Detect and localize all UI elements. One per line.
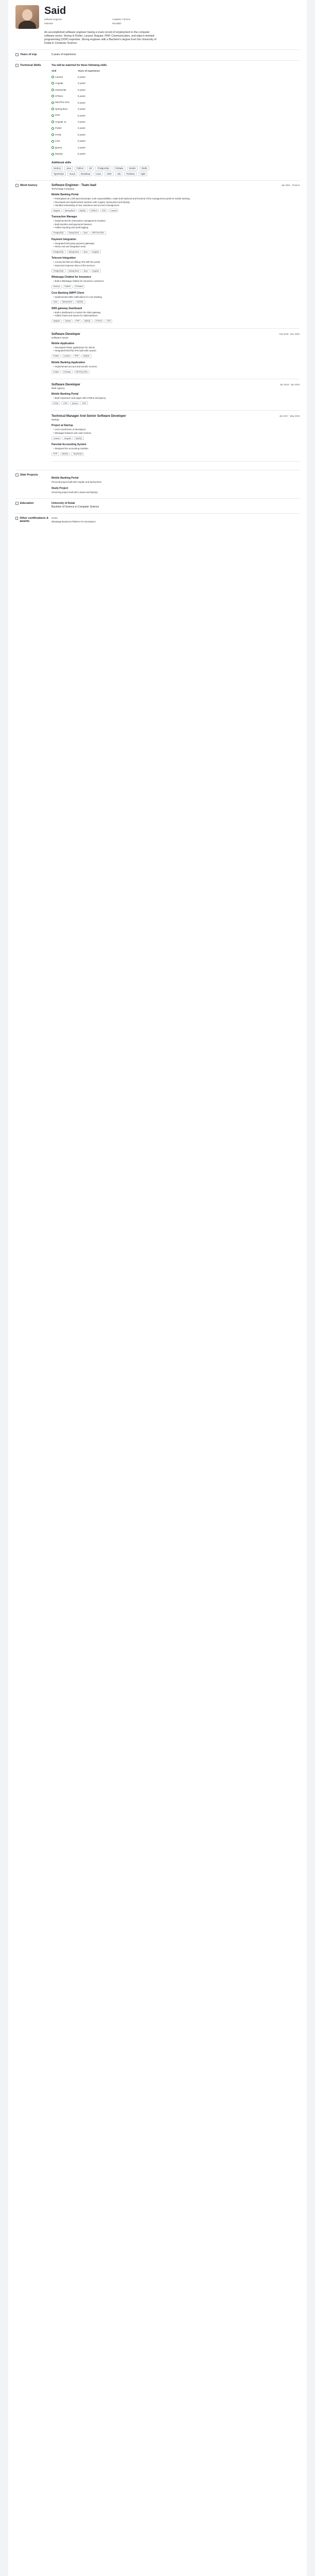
- tech-chip: Spring Boot: [67, 231, 81, 235]
- skill-name: Flutter: [55, 127, 62, 130]
- project-name: Whatsapp Chatbot for Insurance: [51, 276, 92, 279]
- skill-years: 4 years: [77, 146, 85, 149]
- skill-years: 5 years: [77, 140, 85, 143]
- skill-chip: Redis: [139, 166, 149, 171]
- profile-header: [15, 5, 300, 29]
- project-bullet: • Developed Flutter applications for clients.: [51, 346, 300, 349]
- project-bullet: • Added reporting and audit logging.: [51, 226, 300, 229]
- job-title: Software Engineer - Team lead: [51, 184, 96, 188]
- check-icon: [51, 108, 54, 110]
- education-section: [15, 498, 300, 509]
- project-tech-list: [51, 231, 300, 235]
- skill-cell: [51, 125, 78, 131]
- project-name: Mobile Banking Portal: [51, 393, 79, 396]
- skill-years: 3 years: [77, 82, 85, 85]
- job-title: Software Developer: [51, 332, 81, 336]
- graduation-cap-icon: [15, 502, 19, 505]
- project-tech-list: [51, 285, 300, 289]
- side-project-name: Mobile Banking Portal: [51, 476, 79, 480]
- section-title: Technical Skills: [20, 64, 41, 67]
- tech-chip: MySQL: [60, 452, 71, 456]
- skill-chip: Bootstrap: [79, 172, 92, 176]
- project-bullet: • Handled onboarding of new customers and account management.: [51, 204, 300, 207]
- skill-chip: Vue.js: [67, 172, 77, 176]
- job-entry: [51, 383, 300, 405]
- skill-years: 5 years: [77, 88, 85, 91]
- project-tech-list: [51, 452, 300, 456]
- tech-chip: HTML5: [94, 319, 103, 323]
- profile-page: [8, 0, 307, 2576]
- project-tech-list: [51, 370, 300, 374]
- skill-name: jQuery: [55, 146, 62, 149]
- tech-chip: JavaScript: [71, 452, 84, 456]
- skill-name: CSS: [55, 140, 60, 143]
- skill-cell: [51, 144, 78, 150]
- tech-chip: Java: [51, 300, 59, 304]
- skill-cell: [51, 87, 78, 93]
- skill-cell: [51, 112, 78, 118]
- skill-years: 5 years: [77, 114, 85, 117]
- tech-chip: PHP: [74, 319, 82, 323]
- job-entry: [51, 415, 300, 455]
- project-bullet: • Managed releases and code reviews.: [51, 432, 300, 435]
- skill-name: PHP: [55, 114, 60, 117]
- skill-years: 5 years: [77, 75, 85, 78]
- project-bullet: • Added charts and reports for administrators.: [51, 314, 300, 317]
- job-company: Technology Company: [51, 188, 75, 191]
- project-name: Project at Startup: [51, 424, 73, 428]
- work-history-list: [51, 184, 300, 466]
- skill-chip: Linux: [94, 172, 103, 176]
- skill-row: [51, 131, 108, 138]
- project-bullet: • Built a dashboard to monitor the SMS gateway.: [51, 311, 300, 314]
- briefcase-icon: [15, 184, 19, 187]
- job-dates: Feb 2019 - Dec 2020: [279, 332, 300, 335]
- tech-chip: Spring Boot: [63, 209, 77, 212]
- check-icon: [51, 153, 54, 156]
- skills-table: [51, 69, 108, 157]
- calendar-icon: [15, 53, 19, 56]
- tech-chip: MySQL: [82, 319, 93, 323]
- project-tech-list: [51, 209, 300, 212]
- skill-chip: PostgreSQL: [95, 166, 111, 171]
- skill-row: [51, 151, 108, 157]
- tech-chip: Angular: [51, 319, 62, 323]
- skill-name: Spring Boot: [55, 107, 68, 110]
- job-header: [51, 333, 300, 336]
- side-project-line: University project built with Laravel and MySQL.: [51, 491, 99, 494]
- skill-years: 5 years: [77, 95, 85, 98]
- skill-chip: Python: [75, 166, 85, 171]
- tech-chip: MySQL: [78, 209, 88, 212]
- tech-chip: Node.js: [51, 285, 62, 289]
- check-icon: [51, 114, 54, 117]
- school-name: University of Dubai: [51, 502, 75, 505]
- meta-item: Available: Full time: [112, 18, 131, 21]
- tech-chip: Angular: [91, 250, 101, 253]
- tech-chip: Python: [63, 285, 73, 289]
- certifications-list: [51, 517, 300, 523]
- skill-row: [51, 106, 108, 112]
- skill-name: RESTful APIs: [55, 101, 69, 104]
- tech-chip: CSS: [100, 209, 108, 212]
- avatar: [15, 5, 39, 29]
- tech-chip: HTML5: [89, 209, 99, 212]
- work-section: [15, 180, 300, 466]
- project-bullet: • Integrated RESTful APIs built with Laravel.: [51, 349, 300, 352]
- project-bullet: • Connected telecom billing APIs with the portal.: [51, 261, 300, 264]
- side-projects-section: [15, 470, 300, 495]
- tech-chip: Java: [82, 269, 90, 273]
- job-header: [51, 184, 300, 187]
- check-icon: [51, 101, 54, 104]
- job-dates: Jan 2021 - Present: [281, 184, 300, 187]
- skill-chip: Node.js: [51, 166, 63, 171]
- skill-name: Angular: [55, 82, 63, 85]
- check-icon: [51, 121, 54, 123]
- tech-chip: MySQL: [75, 300, 85, 304]
- project-name: Telecom Integration: [51, 257, 76, 260]
- skill-chip: Docker: [127, 166, 138, 171]
- meta-item: Ramallah: [112, 22, 121, 25]
- project-tech-list: [51, 401, 300, 405]
- candidate-meta: [44, 18, 189, 25]
- project-name: Transaction Manager: [51, 215, 78, 219]
- tech-chip: Laravel: [109, 209, 118, 212]
- skills-note: You will be matched for these following skills: [51, 64, 107, 67]
- skill-row: [51, 99, 108, 106]
- project-tech-list: [51, 250, 300, 253]
- meta-item: Software Engineer: [44, 18, 62, 21]
- skill-row: [51, 118, 108, 125]
- check-icon: [51, 76, 54, 78]
- skill-years: 2 years: [77, 127, 85, 130]
- project-tech-list: [51, 319, 300, 323]
- folder-icon: [15, 473, 19, 477]
- tech-chip: RESTful APIs: [91, 231, 106, 235]
- project-bullet: • Designed the accounting modules.: [51, 447, 300, 450]
- tech-chip: RESTful APIs: [74, 370, 90, 374]
- job-title: Software Developer: [51, 383, 81, 386]
- skill-chip: Firebase: [113, 166, 125, 171]
- section-title: Work history: [20, 184, 38, 188]
- tech-chip: CSS: [61, 401, 69, 405]
- tech-chip: MySQL: [74, 436, 84, 440]
- skill-chip: Git: [87, 166, 94, 171]
- tech-chip: PHP: [80, 401, 88, 405]
- skill-row: [51, 112, 108, 118]
- column-header: Skill: [51, 70, 57, 72]
- tech-chip: jQuery: [70, 401, 79, 405]
- divider: [51, 461, 300, 462]
- check-icon: [51, 127, 54, 130]
- tech-chip: PostgreSQL: [51, 269, 66, 273]
- skill-cell: [51, 106, 78, 112]
- project-bullet: • Wrote unit and integration tests.: [51, 245, 300, 248]
- column-header: Years of experience: [77, 70, 100, 72]
- project-bullet: • Implemented SMS notifications for core banking.: [51, 296, 300, 299]
- job-title: Technical Manager And Senior Software Developer: [51, 415, 126, 418]
- project-bullet: • Led a small team of developers.: [51, 428, 300, 431]
- tech-chip: Laravel: [63, 319, 73, 323]
- project-name: Mobile Banking Application: [51, 361, 85, 364]
- skill-chip: Java: [64, 166, 73, 171]
- tech-chip: CSS: [104, 319, 112, 323]
- tech-chip: Angular: [51, 209, 62, 212]
- skill-cell: [51, 131, 78, 138]
- job-company: Web Agency: [51, 387, 65, 389]
- skill-row: [51, 125, 108, 131]
- meta-item: Palestine: [44, 22, 54, 25]
- award-icon: [15, 517, 18, 520]
- tech-chip: PostgreSQL: [51, 250, 66, 253]
- skill-name: HTML: [55, 133, 62, 136]
- project-bullet: • Built transfers and payments features.: [51, 223, 300, 226]
- skill-cell: [51, 138, 78, 144]
- project-name: SMS gateway Dashboard: [51, 307, 82, 310]
- tech-chip: PostgreSQL: [51, 231, 66, 235]
- tech-chip: Angular: [62, 436, 73, 440]
- skill-chip: AWS: [104, 172, 113, 176]
- tech-chip: Firebase: [74, 285, 85, 289]
- job-header: [51, 383, 300, 386]
- project-tech-list: [51, 300, 300, 304]
- tech-chip: MySQL: [81, 354, 92, 358]
- side-projects-list: [51, 473, 300, 495]
- job-dates: Jan 2017 - May 2018: [279, 415, 300, 418]
- check-icon: [51, 82, 54, 84]
- tech-chip: HTML: [51, 401, 60, 405]
- project-name: Parental Accounting System: [51, 443, 86, 447]
- skill-row: [51, 80, 108, 86]
- section-title: Education: [20, 502, 34, 505]
- project-bullet: • Implemented account and transfer screens.: [51, 365, 300, 368]
- check-icon: [51, 89, 54, 91]
- project-bullet: • Developed and implemented solutions with Angular, Spring Boot and MySQL.: [51, 201, 300, 204]
- divider: [51, 410, 300, 411]
- tech-chip: Angular: [91, 269, 101, 273]
- additional-skills-label: Additional skills: [51, 161, 72, 165]
- years-section: [15, 49, 300, 56]
- skill-name: HTML5: [55, 95, 63, 97]
- skill-years: 5 years: [77, 101, 85, 104]
- skill-row: [51, 93, 108, 99]
- candidate-name: Said: [44, 5, 66, 16]
- job-entry: [51, 184, 300, 323]
- skill-cell: [51, 118, 78, 125]
- tech-chip: PHP: [51, 452, 59, 456]
- additional-skills: [51, 166, 154, 176]
- job-company: Startup: [51, 418, 59, 421]
- job-company: Software House: [51, 336, 68, 339]
- skill-years: 5 years: [77, 133, 85, 136]
- project-tech-list: [51, 269, 300, 273]
- tech-chip: Flutter: [51, 370, 61, 374]
- section-title: Other certifications & awards: [20, 517, 49, 523]
- job-dates: Jun 2018 - Jan 2019: [279, 383, 300, 386]
- project-name: Payment Integration: [51, 238, 77, 241]
- tech-chip: Spring Boot: [67, 250, 81, 253]
- tech-chip: PHP: [73, 354, 80, 358]
- side-project-line: Personal project built with Angular and Spring Boot.: [51, 480, 102, 483]
- divider: [51, 328, 300, 329]
- certifications-section: [15, 513, 300, 523]
- check-icon: [51, 140, 54, 143]
- project-bullet: • Integrated third party payment gateways.: [51, 242, 300, 245]
- tech-chip: Java: [82, 231, 90, 235]
- project-tech-list: [51, 436, 300, 440]
- skill-chip: Agile: [138, 172, 147, 176]
- code-icon: [15, 64, 19, 67]
- tech-chip: Firebase: [62, 370, 73, 374]
- check-icon: [51, 146, 54, 149]
- skill-years: 3 years: [77, 108, 85, 111]
- project-bullet: • Built responsive web pages with HTML5 and jQuery.: [51, 397, 300, 400]
- skills-section: [15, 60, 300, 176]
- profile-summary: An accomplished software engineer having a track record of employment in the computer software sector. Strong in Flutter, Laravel, Angular, PHP, Communication, and object-oriented programming (OOP) expertise. Strong engineer with a Bachelor's degree from the University of Dubai in Computer Science.: [44, 31, 156, 45]
- project-tech-list: [51, 354, 300, 358]
- certification: Whatsapp Business Platform For Developers: [51, 520, 96, 523]
- degree: Bachelor of Science in Computer Science: [51, 505, 99, 509]
- skill-name: Laravel: [55, 75, 63, 78]
- certification: CCNA: [51, 517, 58, 520]
- skill-cell: [51, 99, 78, 106]
- tech-chip: Flutter: [51, 354, 61, 358]
- years-value: 5 years of experience: [51, 53, 76, 56]
- section-title: Side Projects: [20, 473, 38, 477]
- skill-row: [51, 144, 108, 150]
- skill-years: 5 years: [77, 152, 85, 156]
- skill-cell: [51, 74, 78, 80]
- side-project-name: Study Project: [51, 487, 68, 490]
- project-bullet: • Implemented the transaction management modules.: [51, 219, 300, 223]
- skill-chip: Jira: [115, 172, 123, 176]
- skill-row: [51, 74, 108, 80]
- check-icon: [51, 95, 54, 97]
- job-entry: [51, 333, 300, 374]
- tech-chip: Laravel: [62, 354, 72, 358]
- skill-chip: TypeScript: [51, 172, 66, 176]
- project-bullet: • Built a Whatsapp chatbot for insurance customers.: [51, 280, 300, 283]
- job-header: [51, 415, 300, 418]
- project-name: Core Banking SMPP Client: [51, 291, 84, 295]
- tech-chip: Spring Boot: [67, 269, 81, 273]
- skill-row: [51, 138, 108, 144]
- project-name: Mobile Banking Portal: [51, 193, 79, 197]
- skill-chip: Postman: [124, 172, 137, 176]
- skill-years: 3 years: [77, 121, 85, 124]
- skill-cell: [51, 151, 78, 157]
- tech-chip: Spring Boot: [60, 300, 74, 304]
- tech-chip: Laravel: [51, 436, 61, 440]
- tech-chip: Java: [82, 250, 90, 253]
- skill-name: MySQL: [55, 152, 63, 156]
- project-bullet: • Improved response times of the services.: [51, 264, 300, 267]
- check-icon: [51, 133, 54, 136]
- skill-cell: [51, 93, 78, 99]
- skill-row: [51, 87, 108, 93]
- project-bullet: • Participated as a full-stack developer, took responsibilities, made both backend and frontend of the management portal for mobile banking.: [51, 197, 300, 200]
- project-name: Mobile Application: [51, 342, 75, 345]
- skill-cell: [51, 80, 78, 86]
- section-title: Years of exp: [20, 53, 37, 56]
- skill-name: JavaScript: [55, 88, 66, 91]
- skill-name: Angular 11: [55, 120, 66, 123]
